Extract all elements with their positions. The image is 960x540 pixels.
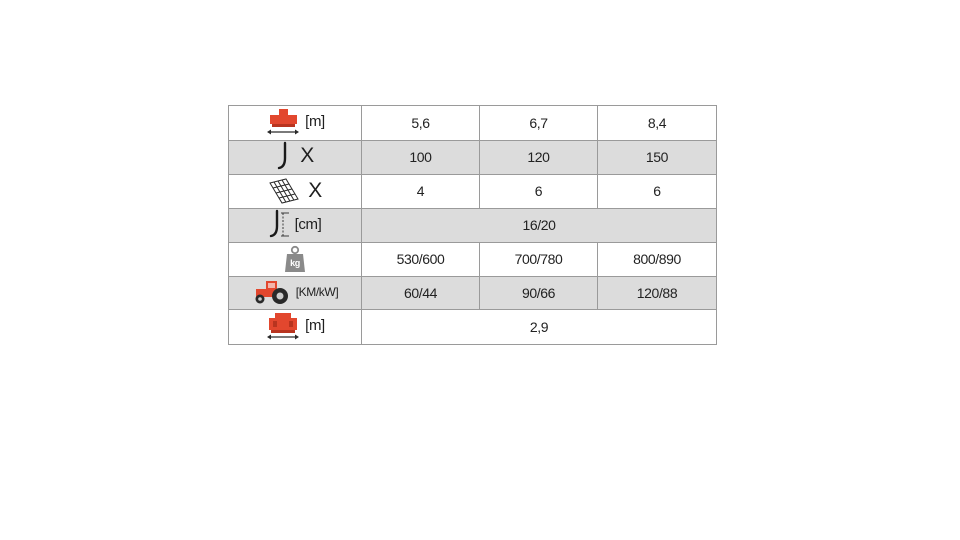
tine-section-grid-icon [268,177,300,205]
transport-width-icon [265,311,301,341]
value-cell: 150 [598,140,717,175]
label-cell [229,276,362,310]
value-cell: 700/780 [480,243,598,277]
label-cell [229,175,362,209]
label-cell [229,243,362,277]
tractor-icon [252,278,292,306]
value-cell-merged: 2,9 [362,310,717,345]
value-cell: 5,6 [362,106,480,141]
spec-row-working-depth [229,208,717,243]
tine-icon [276,141,292,171]
spec-table [228,105,717,345]
unit-label: [KM/kW] [295,285,339,299]
spec-row-transport-width [229,310,717,345]
working-depth-tine-icon [269,209,291,239]
label-cell [229,140,362,175]
spec-row-weight [229,243,717,277]
value-cell: 120/88 [598,276,717,310]
weight-kg-icon [284,245,306,273]
spec-row-tractor-power [229,276,717,310]
value-cell-merged: 16/20 [362,208,717,243]
value-cell: 120 [480,140,598,175]
unit-label: [m] [305,317,325,334]
value-cell: 8,4 [598,106,717,141]
label-cell [229,310,362,345]
unit-label: X [308,178,322,202]
value-cell: 530/600 [362,243,480,277]
spec-row-working-width [229,106,717,141]
unit-label: [m] [305,113,325,130]
value-cell: 60/44 [362,276,480,310]
value-cell: 6,7 [480,106,598,141]
value-cell: 100 [362,140,480,175]
working-width-icon [265,107,301,137]
spec-row-tines [229,140,717,175]
value-cell: 800/890 [598,243,717,277]
spec-row-sections [229,175,717,209]
label-cell [229,208,362,243]
weight-badge-text: kg [290,257,300,268]
value-cell: 6 [598,175,717,209]
value-cell: 6 [480,175,598,209]
value-cell: 90/66 [480,276,598,310]
label-cell [229,106,362,141]
unit-label: [cm] [294,215,322,233]
value-cell: 4 [362,175,480,209]
unit-label: X [300,144,314,167]
